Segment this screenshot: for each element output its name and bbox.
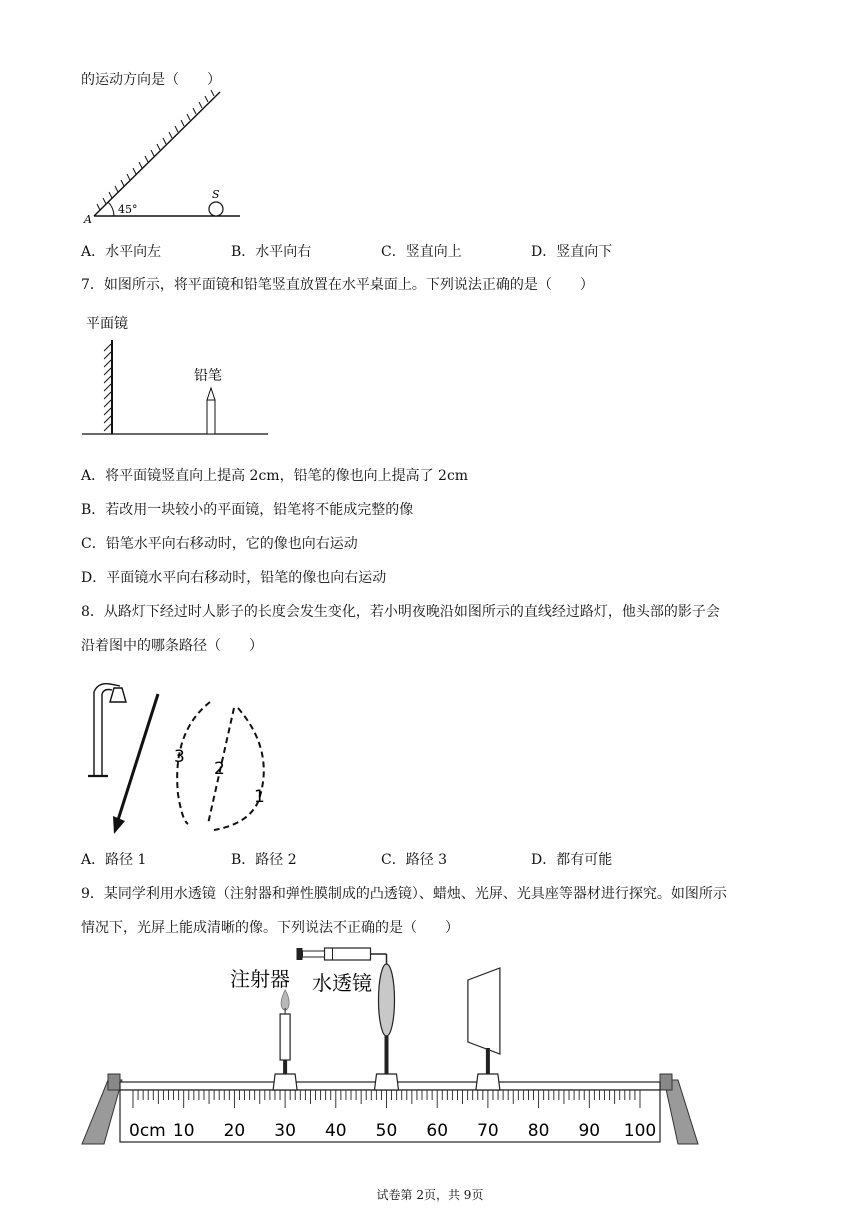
q6-ball-label: S xyxy=(212,188,220,201)
q6-stem-tail: 的运动方向是（ ） xyxy=(81,72,221,88)
water-lens xyxy=(379,964,395,1036)
q8-path-1-label: 1 xyxy=(254,787,265,807)
q7-option-b: B．若改用一块较小的平面镜，铅笔将不能成完整的像 xyxy=(81,502,414,518)
light-screen-assembly xyxy=(468,968,500,1090)
q7-pencil-body xyxy=(207,400,215,434)
q7-pencil-tip xyxy=(207,388,215,400)
q8-street-lamp xyxy=(88,684,126,776)
candle-holder xyxy=(273,1074,297,1090)
q8-stem-line1: 8．从路灯下经过时人影子的长度会发生变化，若小明夜晚沿如图所示的直线经过路灯，他头部的影子会 xyxy=(81,604,720,620)
scale-tick-label: 10 xyxy=(172,1121,195,1141)
q8-stem-line2: 沿着图中的哪条路径（ ） xyxy=(81,638,263,654)
q6-option-b: B．水平向右 xyxy=(231,244,312,260)
scale-tick-label: 60 xyxy=(426,1121,449,1141)
left-bench-cap xyxy=(108,1074,120,1090)
q6-mirror-line xyxy=(94,92,220,216)
q9-figure xyxy=(80,940,700,1150)
scale-tick-label: 80 xyxy=(527,1121,550,1141)
q7-pencil-label: 铅笔 xyxy=(194,368,222,384)
q6-angle-arc xyxy=(108,202,114,216)
q7-option-c: C．铅笔水平向右移动时，它的像也向右运动 xyxy=(81,536,358,552)
q8-path-3-label: 3 xyxy=(174,747,185,767)
syringe-plunger xyxy=(303,951,325,957)
lens-holder xyxy=(375,1074,399,1090)
syringe-handle xyxy=(297,948,303,960)
water-lens-label: 水透镜 xyxy=(312,971,372,995)
syringe-label: 注射器 xyxy=(230,967,290,991)
screen-holder xyxy=(476,1074,500,1090)
q8-figure xyxy=(80,672,280,840)
q7-figure xyxy=(80,310,272,440)
q8-option-a: A．路径 1 xyxy=(81,852,147,868)
scale-tick-label: 20 xyxy=(223,1121,246,1141)
q6-option-a: A．水平向左 xyxy=(81,244,162,260)
q7-mirror-hatching xyxy=(104,344,111,431)
scale-tick-label: 50 xyxy=(375,1121,398,1141)
q8-option-b: B．路径 2 xyxy=(231,852,297,868)
candle xyxy=(280,1014,290,1060)
q9-stem-line1: 9．某同学利用水透镜（注射器和弹性膜制成的凸透镜）、蜡烛、光屏、光具座等器材进行探究。如图所示 xyxy=(81,886,727,902)
q8-walk-arrow xyxy=(113,694,158,834)
q9-stem-line2: 情况下，光屏上能成清晰的像。下列说法不正确的是（ ） xyxy=(81,920,459,936)
q8-option-c: C．路径 3 xyxy=(381,852,448,868)
candle-stand-post xyxy=(283,1060,287,1074)
q7-mirror-label: 平面镜 xyxy=(86,316,128,332)
q6-point-a-label: A xyxy=(84,213,92,226)
q6-mirror-hatching xyxy=(97,90,214,210)
candle-assembly xyxy=(273,990,297,1090)
q8-path-2-label: 2 xyxy=(214,759,225,779)
screen-stand-post xyxy=(486,1048,490,1074)
q7-option-d: D．平面镜水平向右移动时，铅笔的像也向右运动 xyxy=(81,570,387,586)
q6-figure xyxy=(80,86,250,226)
scale-tick-label: 0cm xyxy=(129,1121,166,1141)
q6-option-c: C．竖直向上 xyxy=(381,244,462,260)
candle-flame xyxy=(281,990,289,1010)
syringe-body xyxy=(325,948,371,960)
scale-tick-label: 30 xyxy=(274,1121,296,1141)
q6-option-d: D．竖直向下 xyxy=(531,244,613,260)
scale-tick-label: 100 xyxy=(623,1121,657,1141)
right-bench-cap xyxy=(660,1074,672,1090)
lens-stand-post xyxy=(385,1036,389,1074)
light-screen xyxy=(468,968,500,1054)
scale-tick-label: 70 xyxy=(477,1121,499,1141)
page-footer: 试卷第 2页，共 9页 xyxy=(376,1188,484,1202)
q6-angle-label: 45° xyxy=(118,203,138,216)
q7-stem: 7．如图所示，将平面镜和铅笔竖直放置在水平桌面上。下列说法正确的是（ ） xyxy=(81,277,594,293)
q6-ball xyxy=(209,202,223,216)
scale-tick-label: 90 xyxy=(578,1121,601,1141)
scale-tick-label: 40 xyxy=(324,1121,347,1141)
q8-option-d: D．都有可能 xyxy=(531,852,613,868)
water-lens-assembly xyxy=(297,948,399,1090)
q7-option-a: A．将平面镜竖直向上提高 2cm，铅笔的像也向上提高了 2cm xyxy=(81,468,469,484)
